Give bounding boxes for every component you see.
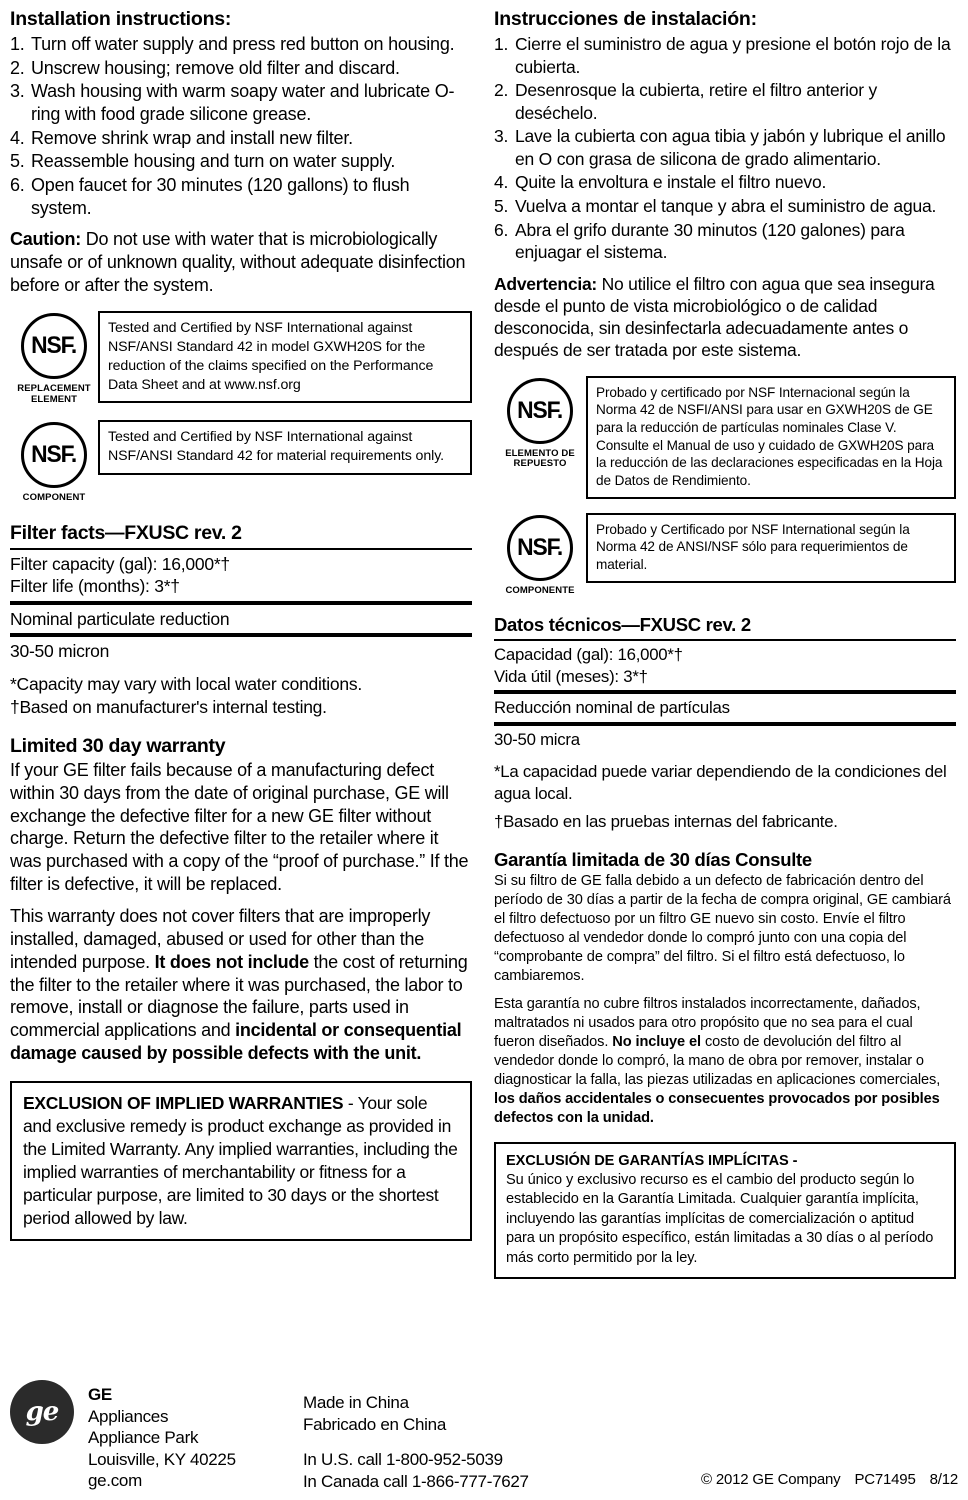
step-number: 3. — [10, 81, 25, 102]
nsf-logo-icon — [507, 515, 573, 581]
nsf-certification-text: Probado y certificado por NSF Internacional según la Norma 42 de NSFI/ANSI para usar en GXWH20S de GE para la reducción de partículas nominales Clase V. Consulte el Manual de uso y cuidado de GXWH20S para la reducción de las declaraciones especificadas en la Hoja de Datos de Rendimiento. — [596, 384, 943, 488]
nsf-mark — [494, 513, 586, 597]
nsf-caption: ELEMENTO DE REPUESTO — [505, 447, 575, 470]
step-number: 6. — [10, 175, 25, 196]
caution-text: Do not use with water that is microbiologically unsafe or of unknown quality, without adequate disinfection before or after the system. — [10, 229, 466, 296]
nsf-certification-box — [98, 311, 472, 404]
step-text: Turn off water supply and press red button on housing. — [31, 34, 455, 54]
nsf-caption: REPLACEMENT ELEMENT — [17, 382, 91, 405]
install-step — [10, 57, 472, 80]
filter-facts-notes — [494, 761, 956, 832]
step-text: Reassemble housing and turn on water supply. — [31, 151, 396, 172]
step-text: Open faucet for 30 minutes (120 gallons) to flush system. — [31, 175, 410, 218]
install-step — [10, 150, 472, 173]
step-number: 4. — [494, 172, 509, 193]
note-testing: †Based on manufacturer's internal testing. — [10, 697, 327, 718]
step-number: 1. — [494, 34, 509, 54]
reduction-header-row: Nominal particulate reduction — [10, 608, 230, 629]
warranty-p2-part-c: costo de devolución del filtro al vendedor donde lo compró, la mano de obra por remover, instalar o diagnosticar la falla, las piezas utilizadas en aplicaciones comerciales, — [494, 1033, 941, 1088]
address-line-2: Appliance Park — [88, 1428, 199, 1448]
ge-logo — [10, 1374, 88, 1444]
nsf-logo-text: NSF. — [31, 331, 77, 359]
phone-us[interactable]: In U.S. call 1-800-952-5039 — [303, 1450, 503, 1470]
warranty-p2-bold-2: los daños accidentales o consecuentes provocados por posibles defectos con la unidad. — [494, 1090, 940, 1126]
spanish-column — [494, 8, 956, 1378]
page-footer — [10, 1374, 958, 1492]
note-capacity: *Capacity may vary with local water conditions. — [10, 674, 363, 695]
warranty-paragraph-2 — [10, 905, 472, 1065]
note-capacity: *La capacidad puede variar dependiendo de la condiciones del agua local. — [494, 762, 947, 804]
warranty-p2-part-c: the cost of returning the filter to the retailer where it was purchased, the labor to remove, install or diagnose the failure, parts used in commercial applications and — [10, 951, 468, 1041]
nsf-caption: COMPONENT — [22, 491, 86, 503]
warranty-p2-bold-1: It does not include — [154, 951, 309, 972]
step-text: Remove shrink wrap and install new filter. — [31, 127, 353, 148]
warranty-paragraph-1: Si su filtro de GE falla debido a un defecto de fabricación dentro del período de 30 días a partir de la fecha de compra original, GE cambiará el filtro defectuoso por un filtro GE nuevo sin costo. Envíe el filtro defectuoso al vendedor donde lo compró junto con una copia del “comprobante de compra” del filtro. Si el filtro está defectuoso, lo cambiaremos. — [494, 872, 951, 984]
english-column — [10, 8, 472, 1378]
nsf-logo-icon — [507, 378, 573, 444]
warranty-paragraph-2 — [494, 995, 956, 1128]
exclusion-heading: EXCLUSION OF IMPLIED WARRANTIES — [23, 1092, 344, 1113]
reduction-value-row: 30-50 micra — [494, 729, 580, 749]
install-step — [494, 219, 956, 264]
address-line-1: Appliances — [88, 1406, 169, 1426]
caution-paragraph-en — [10, 228, 472, 297]
step-text: Desenrosque la cubierta, retire el filtro anterior y deséchelo. — [515, 80, 878, 123]
filter-facts-title: Datos técnicos—FXUSC rev. 2 — [494, 614, 751, 636]
install-step — [10, 33, 472, 56]
install-step — [10, 80, 472, 125]
two-column-body — [10, 8, 958, 1378]
website-link[interactable]: ge.com — [88, 1471, 142, 1491]
step-text: Cierre el suministro de agua y presione el botón rojo de la cubierta. — [515, 34, 951, 77]
date-code: 8/12 — [929, 1471, 958, 1488]
step-text: Wash housing with warm soapy water and lubricate O-ring with food grade silicone grease. — [31, 81, 455, 125]
nsf-certification-text: Tested and Certified by NSF International against NSF/ANSI Standard 42 for material requirements only. — [108, 428, 444, 464]
filter-facts-table-es — [494, 614, 956, 832]
exclusion-heading: EXCLUSIÓN DE GARANTÍAS IMPLÍCITAS - — [506, 1152, 798, 1169]
nsf-logo-text: NSF. — [31, 440, 77, 468]
nsf-caption: COMPONENTE — [505, 584, 575, 596]
nsf-component-block-en — [10, 420, 472, 504]
filter-facts-title: Filter facts—FXUSC rev. 2 — [10, 521, 242, 544]
copyright-block — [603, 1471, 958, 1492]
filter-facts-rows — [10, 550, 472, 601]
install-step — [494, 171, 956, 194]
install-instructions-title: Installation instructions: — [10, 8, 232, 30]
nsf-certification-box — [586, 376, 956, 499]
filter-life-row: Vida útil (meses): 3*† — [494, 666, 648, 686]
step-text: Vuelva a montar el tanque y abra el suministro de agua. — [515, 195, 937, 216]
ge-monogram-icon — [10, 1380, 74, 1444]
step-text: Quite la envoltura e instale el filtro nuevo. — [515, 172, 827, 193]
made-in-spanish: Fabricado en China — [303, 1414, 446, 1434]
reduction-value-row: 30-50 micron — [10, 640, 110, 661]
step-number: 3. — [494, 126, 509, 147]
step-number: 5. — [494, 195, 509, 216]
filter-capacity-row: Filter capacity (gal): 16,000*† — [10, 553, 230, 574]
warranty-section-en — [10, 735, 472, 1065]
reduction-header-row: Reducción nominal de partículas — [494, 698, 730, 718]
step-text: Abra el grifo durante 30 minutos (120 galones) para enjuagar el sistema. — [515, 219, 905, 263]
nsf-logo-icon — [21, 313, 87, 379]
caution-label: Caution: — [10, 229, 81, 250]
exclusion-text: - Your sole and exclusive remedy is product exchange as provided in the Limited Warranty. Any implied warranties, including the implied warranties of merchantability or fitness for a particular purpose, are limited to 30 days or the shortest period allowed by law. — [23, 1092, 458, 1228]
caution-paragraph-es — [494, 273, 956, 362]
manufacturing-and-contact-block — [303, 1374, 603, 1492]
install-instructions-title-es: Instrucciones de instalación: — [494, 8, 757, 30]
step-text: Unscrew housing; remove old filter and discard. — [31, 57, 400, 78]
warranty-paragraph-1: If your GE filter fails because of a manufacturing defect within 30 days from the date of original purchase, GE will exchange the defective filter for a new GE filter without charge. Return the defective filter to the retailer where it was purchased with a copy of the “proof of purchase.” If the filter is defective, it will be replaced. — [10, 759, 469, 895]
filter-life-row: Filter life (months): 3*† — [10, 576, 180, 597]
exclusion-text: Su único y exclusivo recurso es el cambio del producto según lo establecido en la Garantía Limitada. Cualquier garantía implícita, incluyendo las garantías implícitas de comercialización o aptitud para un propósito específico, están limitadas a 30 días o al período más corto permitido por la ley. — [506, 1171, 934, 1266]
nsf-certification-text: Tested and Certified by NSF International against NSF/ANSI Standard 42 in model GXWH20S for the reduction of the claims specified on the Performance Data Sheet and at www.nsf.org — [108, 319, 434, 393]
filter-capacity-row: Capacidad (gal): 16,000*† — [494, 645, 683, 665]
exclusion-of-implied-warranties-box-es — [494, 1142, 956, 1279]
warranty-title: Limited 30 day warranty — [10, 734, 226, 757]
exclusion-of-implied-warranties-box-en — [10, 1081, 472, 1242]
step-number: 2. — [494, 80, 509, 101]
install-step — [494, 33, 956, 78]
nsf-replacement-element-block-es — [494, 376, 956, 499]
install-step — [494, 195, 956, 218]
brand-name: GE — [88, 1385, 112, 1404]
filter-facts-notes — [10, 673, 472, 719]
install-step — [10, 174, 472, 219]
nsf-mark — [10, 420, 98, 504]
caution-label: Advertencia: — [494, 273, 598, 294]
step-number: 6. — [494, 219, 509, 240]
warranty-p2-bold-2: incidental or consequential damage caused by possible defects with the unit. — [10, 1020, 462, 1064]
nsf-logo-text: NSF. — [517, 533, 563, 561]
warranty-p2-part-a: This warranty does not cover filters that are improperly installed, damaged, abused or used for other than the intended purpose. — [10, 905, 431, 972]
step-number: 4. — [10, 127, 25, 148]
step-text: Lave la cubierta con agua tibia y jabón y lubrique el anillo en O con grasa de silicona de grado alimentario. — [515, 126, 946, 169]
nsf-certification-box — [586, 513, 956, 583]
nsf-certification-text: Probado y Certificado por NSF International según la Norma 42 de ANSI/NSF sólo para requerimientos de material. — [596, 521, 910, 572]
install-steps-list-en — [10, 33, 472, 219]
address-line-3: Louisville, KY 40225 — [88, 1449, 236, 1469]
install-step — [494, 125, 956, 170]
ge-address-block — [88, 1374, 303, 1492]
made-in-english: Made in China — [303, 1393, 409, 1412]
step-number: 5. — [10, 151, 25, 172]
nsf-replacement-element-block-en — [10, 311, 472, 406]
caution-text: No utilice el filtro con agua que sea insegura desde el punto de vista microbiológico o de calidad desconocida, sin desinfectarla adecuadamente antes o después de ser tratada por este sistema. — [494, 273, 935, 361]
nsf-logo-text: NSF. — [517, 396, 563, 424]
ge-monogram-text: ge — [25, 1397, 59, 1427]
install-step — [494, 79, 956, 124]
warranty-title: Garantía limitada de 30 días Consulte — [494, 848, 812, 870]
warranty-p2-part-a: Esta garantía no cubre filtros instalados incorrectamente, dañados, maltratados ni usados para otro propósito que no sea para el cual fueron diseñados. — [494, 995, 921, 1050]
copyright-text: © 2012 GE Company — [701, 1471, 841, 1488]
nsf-mark — [10, 311, 98, 406]
filter-facts-table-en — [10, 522, 472, 719]
step-number: 1. — [10, 34, 25, 54]
nsf-certification-box — [98, 420, 472, 475]
phone-canada[interactable]: In Canada call 1-866-777-7627 — [303, 1471, 529, 1491]
warranty-p2-bold-1: No incluye el — [612, 1033, 702, 1050]
install-steps-list-es — [494, 33, 956, 264]
nsf-component-block-es — [494, 513, 956, 597]
warranty-section-es — [494, 849, 956, 1128]
nsf-logo-icon — [21, 422, 87, 488]
spacer — [303, 1435, 603, 1449]
note-testing: †Basado en las pruebas internas del fabricante. — [494, 812, 838, 832]
filter-facts-rows — [494, 641, 956, 690]
part-number: PC71495 — [854, 1471, 916, 1488]
install-step — [10, 127, 472, 150]
step-number: 2. — [10, 57, 25, 78]
nsf-mark — [494, 376, 586, 471]
